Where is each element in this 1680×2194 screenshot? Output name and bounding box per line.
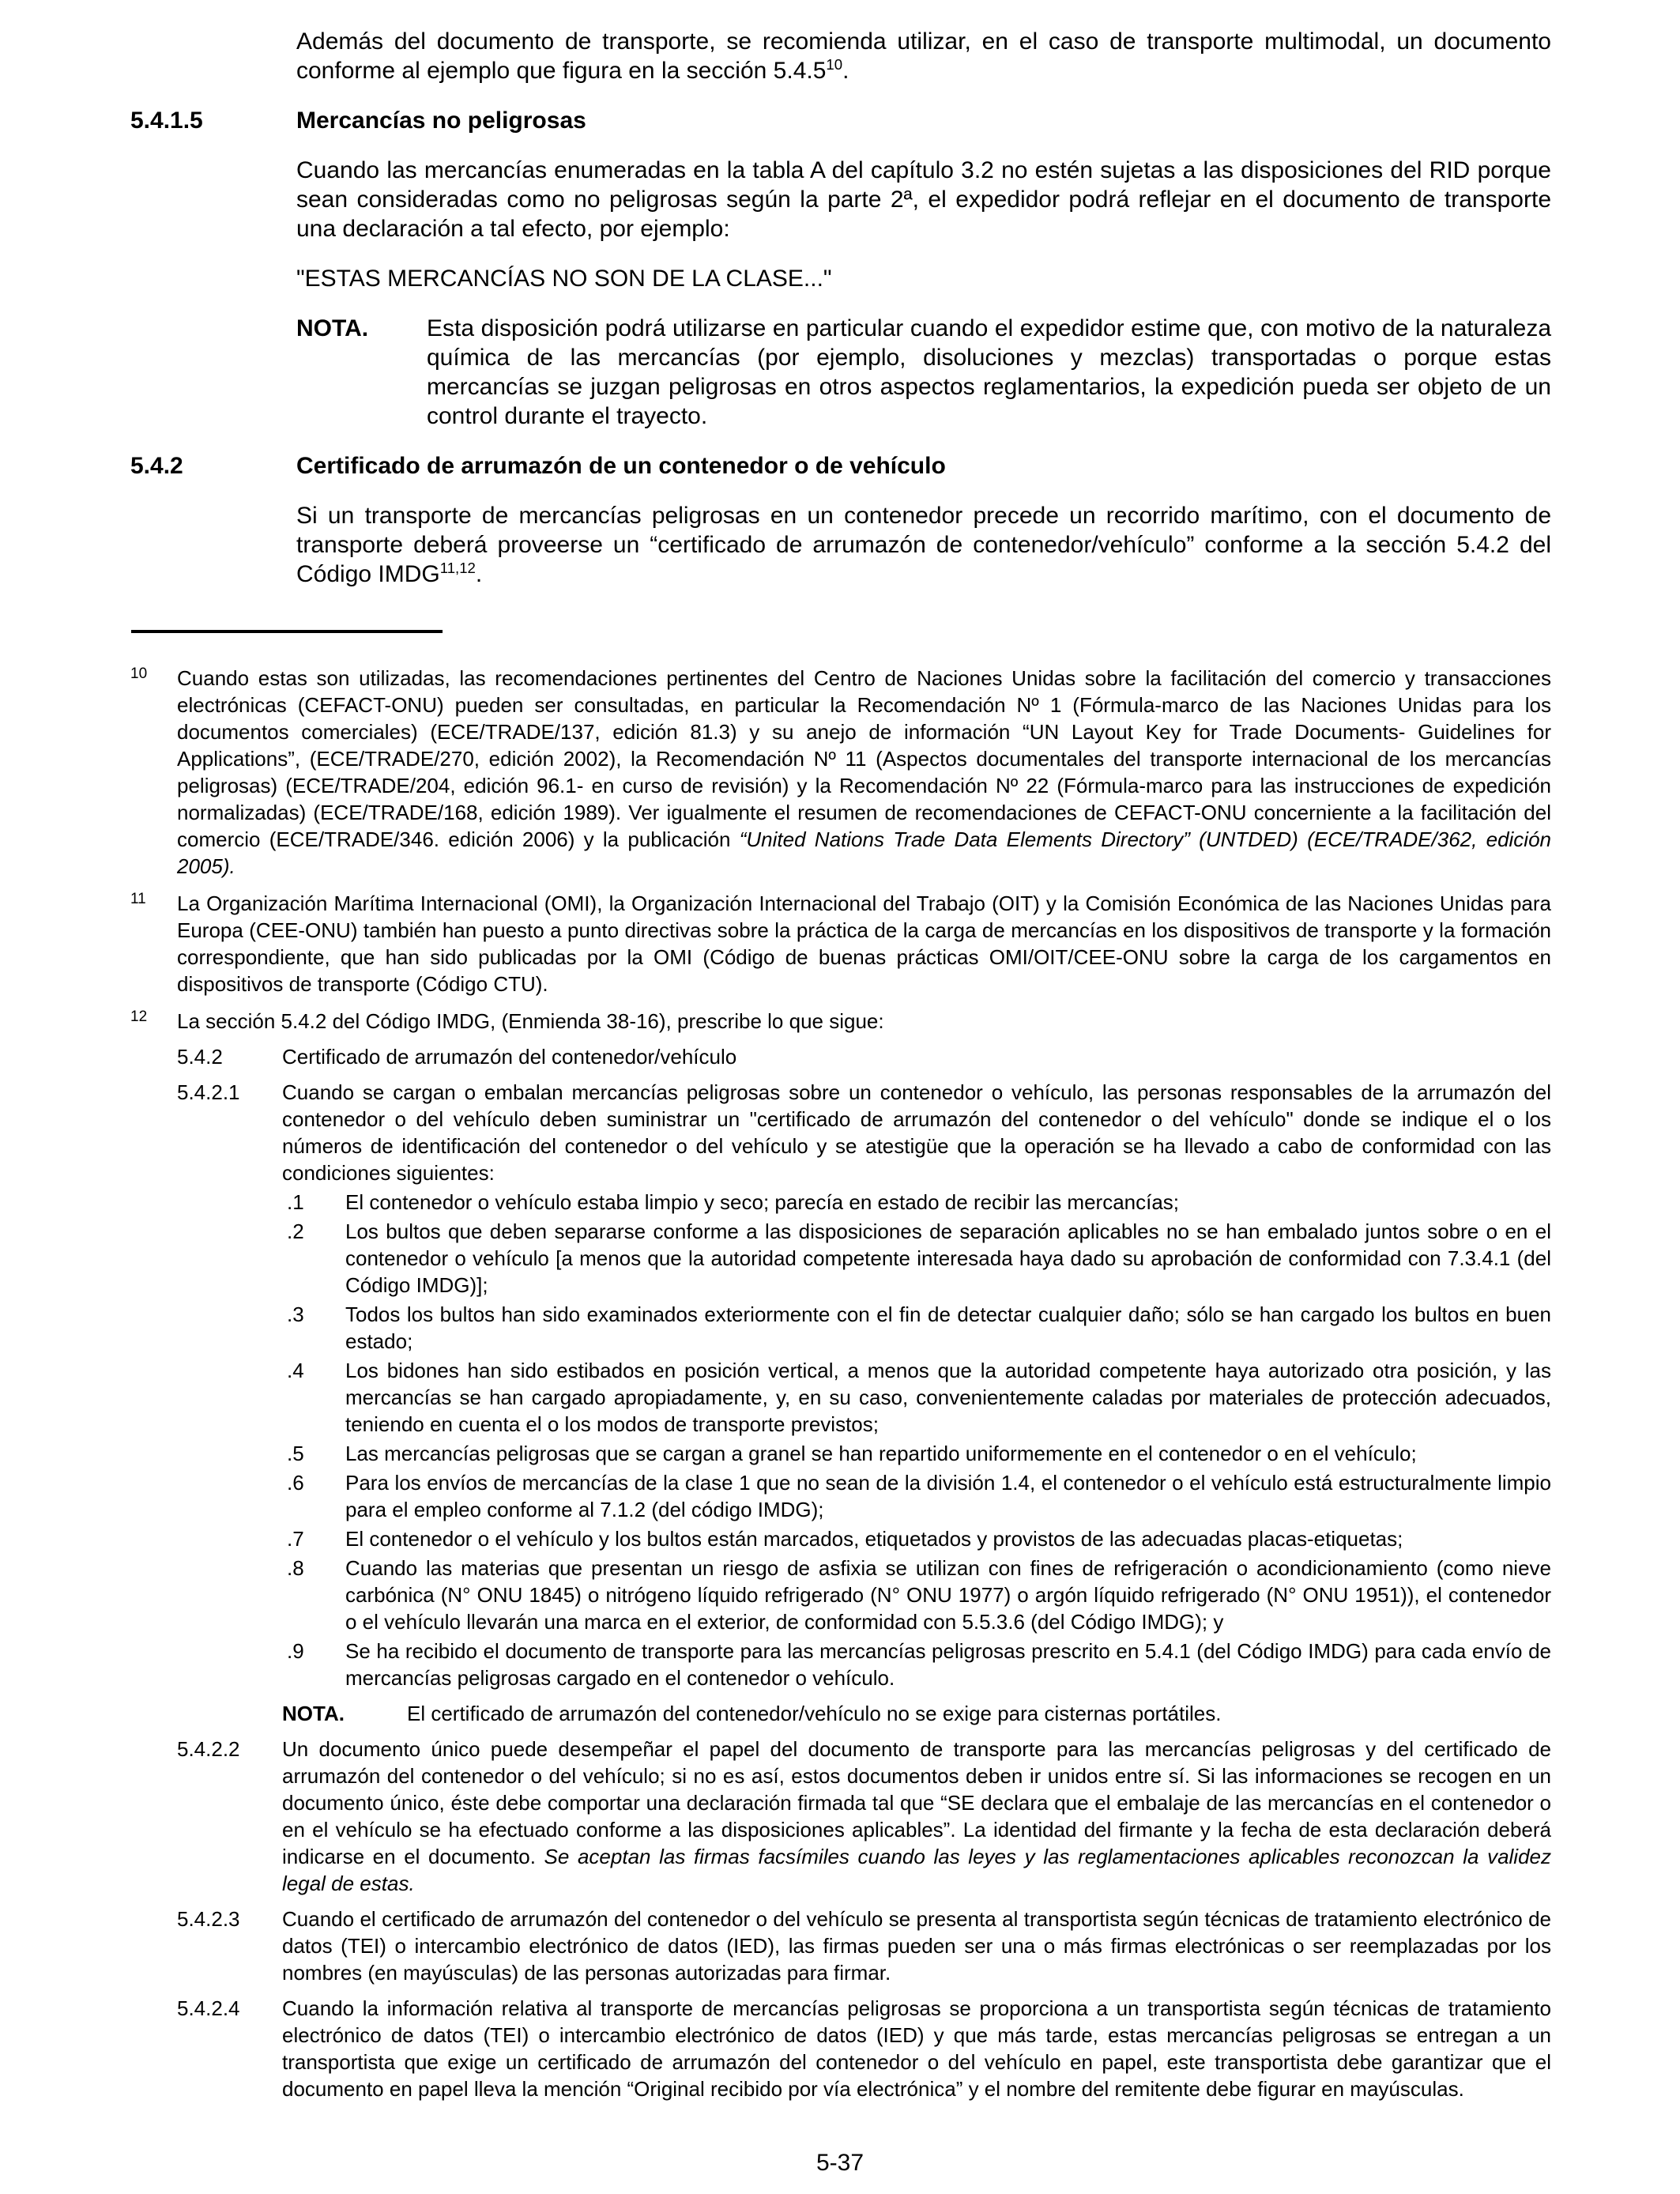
imdg-5422-text-main: Un documento único puede desempeñar el papel del documento de transporte para las mercancías peligrosas y del certificado de arrumazón del contenedor o del vehículo; si no es así, estos documentos deben ir unidos entre sí. Si las informaciones se recogen en un documento único, éste debe comportar una declaración firmada tal que “SE declara que el embalaje de las mercancías en el contenedor o en el vehículo se ha efectuado conforme a las disposiciones aplicables”. La identidad del firmante y la fecha de esta declaración deberá indicarse en el documento. xyxy=(282,1737,1551,1868)
imdg-5422-block xyxy=(177,1736,1551,1897)
section-542-paragraph-tail: . xyxy=(475,561,483,587)
imdg-5421-number: 5.4.2.1 xyxy=(177,1080,240,1104)
nota-text: Esta disposición podrá utilizarse en particular cuando el expedidor estime que, con motivo de la naturaleza química de las mercancías (por ejemplo, disoluciones y mezclas) transportadas o porque estas mercancías se juzgan peligrosas en otros aspectos reglamentarios, la expedición pueda ser objeto de un control durante el trayecto. xyxy=(427,315,1551,429)
imdg-5422-number: 5.4.2.2 xyxy=(177,1737,240,1761)
condition-item-text: Se ha recibido el documento de transporte para las mercancías peligrosas prescrito en 5.4.1 (del Código IMDG) para cada envío de mercancías peligrosas cargado en el contenedor o vehículo. xyxy=(345,1639,1551,1690)
condition-item-text: Los bidones han sido estibados en posición vertical, a menos que la autoridad competente haya autorizado otra posición, y las mercancías se han cargado apropiadamente, y, en su caso, convenientemente caladas por materiales de protección adecuados, teniendo en cuenta el o los modos de transporte previstos; xyxy=(345,1359,1551,1436)
condition-item-number: .3 xyxy=(287,1302,304,1326)
imdg-5421-content xyxy=(282,1079,1551,1727)
paragraph-intro xyxy=(296,27,1551,85)
footnote-10-text xyxy=(177,665,1551,880)
nota-label: NOTA. xyxy=(296,315,369,341)
imdg-5424-number: 5.4.2.4 xyxy=(177,1996,240,2020)
section-542-number: 5.4.2 xyxy=(130,453,183,479)
condition-item-text: Todos los bultos han sido examinados exteriormente con el fin de detectar cualquier daño; sólo se han cargado los bultos en buen estado; xyxy=(345,1302,1551,1353)
condition-item xyxy=(282,1357,1551,1438)
condition-item-number: .5 xyxy=(287,1442,304,1465)
condition-item-text: Los bultos que deben separarse conforme a las disposiciones de separación aplicables no se han embalado juntos sobre o en el contenedor o vehículo [a menos que la autoridad competente interesada haya dado su aprobación de conformidad con 7.3.4.1 (del Código IMDG)]; xyxy=(345,1220,1551,1297)
paragraph-intro-text: Además del documento de transporte, se recomienda utilizar, en el caso de transporte multimodal, un documento conforme al ejemplo que figura en la sección 5.4.5 xyxy=(296,28,1551,84)
condition-item xyxy=(282,1189,1551,1216)
imdg-5423-block xyxy=(177,1906,1551,1986)
section-542-paragraph-text: Si un transporte de mercancías peligrosas en un contenedor precede un recorrido marítimo, con el documento de transporte deberá proveerse un “certificado de arrumazón de contenedor/vehículo” conforme a la sección 5.4.2 del Código IMDG xyxy=(296,503,1551,587)
footnote-nota-text: El certificado de arrumazón del contenedor/vehículo no se exige para cisternas portátiles. xyxy=(407,1702,1222,1725)
footnote-11-text: La Organización Marítima Internacional (OMI), la Organización Internacional del Trabajo (OIT) y la Comisión Económica de las Naciones Unidas para Europa (CEE-ONU) también han puesto a punto directivas sobre la práctica de la carga de mercancías en los dispositivos de transporte y la formación correspondiente, que han sido publicadas por la OMI (Código de buenas prácticas OMI/OIT/CEE-ONU sobre la carga de los cargamentos en dispositivos de transporte (Código CTU). xyxy=(177,892,1551,996)
section-542-title: Certificado de arrumazón de un contenedor o de vehículo xyxy=(296,453,946,479)
section-5415-heading xyxy=(130,106,1551,135)
footnote-10-text-main: Cuando estas son utilizadas, las recomendaciones pertinentes del Centro de Naciones Unidas sobre la facilitación del comercio y transacciones electrónicas (CEFACT-ONU) pueden ser consultadas, en particular la Recomendación Nº 1 (Fórmula-marco de las Naciones Unidas para los documentos comerciales) (ECE/TRADE/137, edición 81.3) y su anejo de información “UN Layout Key for Trade Documents- Guidelines for Applications”, (ECE/TRADE/270, edición 2002), la Recomendación Nº 11 (Aspectos documentales del transporte internacional de los mercancías peligrosas) (ECE/TRADE/204, edición 96.1- en curso de revisión) y la Recomendación Nº 22 (Fórmula-marco para las instrucciones de expedición normalizadas) (ECE/TRADE/168, edición 1989). Ver igualmente el resumen de recomendaciones de CEFACT-ONU concerniente a la facilitación del comercio (ECE/TRADE/346. edición 2006) y la publicación xyxy=(177,666,1551,851)
page-number: 5-37 xyxy=(816,2150,864,2176)
condition-item-text: Para los envíos de mercancías de la clase 1 que no sean de la división 1.4, el contenedor o el vehículo está estructuralmente limpio para el empleo conforme al 7.1.2 (del código IMDG); xyxy=(345,1471,1551,1521)
section-542-heading xyxy=(130,451,1551,481)
condition-item-text: El contenedor o vehículo estaba limpio y seco; parecía en estado de recibir las mercancías; xyxy=(345,1190,1180,1214)
condition-item-text: El contenedor o el vehículo y los bultos están marcados, etiquetados y provistos de las adecuadas placas-etiquetas; xyxy=(345,1527,1403,1551)
imdg-5424-block xyxy=(177,1995,1551,2102)
condition-item-number: .2 xyxy=(287,1220,304,1243)
footnote-separator xyxy=(131,630,443,633)
condition-item xyxy=(282,1301,1551,1355)
footnote-10-number: 10 xyxy=(130,665,148,682)
imdg-542-number: 5.4.2 xyxy=(177,1045,223,1069)
imdg-542-heading xyxy=(177,1043,1551,1070)
condition-item xyxy=(282,1555,1551,1635)
paragraph-intro-tail: . xyxy=(842,58,849,84)
nota-block xyxy=(296,314,1551,431)
section-5415-paragraph: Cuando las mercancías enumeradas en la tabla A del capítulo 3.2 no estén sujetas a las disposiciones del RID porque sean consideradas como no peligrosas según la parte 2ª, el expedidor podrá reflejar en el documento de transporte una declaración a tal efecto, por ejemplo: xyxy=(296,157,1551,242)
footnote-nota-block xyxy=(282,1700,1551,1727)
footnote-10 xyxy=(130,665,1551,880)
condition-item xyxy=(282,1525,1551,1552)
declaration-quote: "ESTAS MERCANCÍAS NO SON DE LA CLASE..." xyxy=(296,266,832,292)
condition-item xyxy=(282,1638,1551,1691)
section-5415-number: 5.4.1.5 xyxy=(130,107,203,134)
footnote-ref-10: 10 xyxy=(826,56,843,73)
footnote-11-number: 11 xyxy=(130,891,146,907)
imdg-5422-text xyxy=(282,1736,1551,1897)
footnotes xyxy=(0,665,1680,2102)
section-542-paragraph xyxy=(296,501,1551,589)
footnote-12-intro: La sección 5.4.2 del Código IMDG, (Enmienda 38-16), prescribe lo que sigue: xyxy=(177,1009,884,1033)
condition-item xyxy=(282,1440,1551,1467)
footnote-12-content xyxy=(177,1008,1551,2102)
condition-item-number: .7 xyxy=(287,1527,304,1551)
condition-item-text: Las mercancías peligrosas que se cargan a granel se han repartido uniformemente en el contenedor o en el vehículo; xyxy=(345,1442,1417,1465)
main-text xyxy=(0,27,1680,589)
condition-item-number: .8 xyxy=(287,1556,304,1580)
condition-item-number: .9 xyxy=(287,1639,304,1663)
section-5415-title: Mercancías no peligrosas xyxy=(296,107,586,134)
footnote-10-text-italic: “United Nations Trade Data Elements Directory” (UNTDED) (ECE/TRADE/362, edición 2005). xyxy=(177,827,1551,878)
imdg-5422-text-italic: Se aceptan las firmas facsímiles cuando las leyes y las reglamentaciones aplicables reconozcan la validez legal de estas. xyxy=(282,1845,1552,1895)
footnote-ref-11-12: 11,12 xyxy=(439,560,476,576)
footnote-12-number: 12 xyxy=(130,1008,148,1025)
footnote-12 xyxy=(130,1008,1551,2102)
imdg-5424-text: Cuando la información relativa al transporte de mercancías peligrosas se proporciona a un transportista según técnicas de tratamiento electrónico de datos (TEI) o intercambio electrónico de datos (IED) y que más tarde, estas mercancías peligrosas se entregan a un transportista que exige un certificado de arrumazón del contenedor o del vehículo en papel, este transportista debe garantizar que el documento en papel lleva la mención “Original recibido por vía electrónica” y el nombre del remitente debe figurar en mayúsculas. xyxy=(282,1996,1551,2101)
condition-item xyxy=(282,1469,1551,1523)
imdg-5423-number: 5.4.2.3 xyxy=(177,1907,240,1931)
footnote-11 xyxy=(130,890,1551,997)
imdg-5421-text: Cuando se cargan o embalan mercancías peligrosas sobre un contenedor o vehículo, las personas responsables de la arrumazón del contenedor o del vehículo deben suministrar un "certificado de arrumazón del contenedor o del vehículo" donde se indique el o los números de identificación del contenedor o del vehículo y se atestigüe que la operación se ha llevado a cabo de conformidad con las condiciones siguientes: xyxy=(282,1080,1551,1185)
condition-item-number: .6 xyxy=(287,1471,304,1495)
condition-item-number: .1 xyxy=(287,1190,304,1214)
condition-item-number: .4 xyxy=(287,1359,304,1382)
imdg-5421-block xyxy=(177,1079,1551,1727)
condition-item-text: Cuando las materias que presentan un riesgo de asfixia se utilizan con fines de refrigeración o acondicionamiento (como nieve carbónica (N° ONU 1845) o nitrógeno líquido refrigerado (N° ONU 1977) o argón líquido refrigerado (N° ONU 1951)), el contenedor o el vehículo llevarán una marca en el exterior, de conformidad con 5.5.3.6 (del Código IMDG); y xyxy=(345,1556,1551,1634)
imdg-542-title: Certificado de arrumazón del contenedor/vehículo xyxy=(282,1045,737,1069)
imdg-5423-text: Cuando el certificado de arrumazón del contenedor o del vehículo se presenta al transportista según técnicas de tratamiento electrónico de datos (TEI) o intercambio electrónico de datos (IED), las firmas pueden ser una o más firmas electrónicas o ser reemplazadas por los nombres (en mayúsculas) de las personas autorizadas para firmar. xyxy=(282,1907,1551,1985)
footnote-nota-label: NOTA. xyxy=(282,1702,345,1725)
condition-item xyxy=(282,1218,1551,1299)
